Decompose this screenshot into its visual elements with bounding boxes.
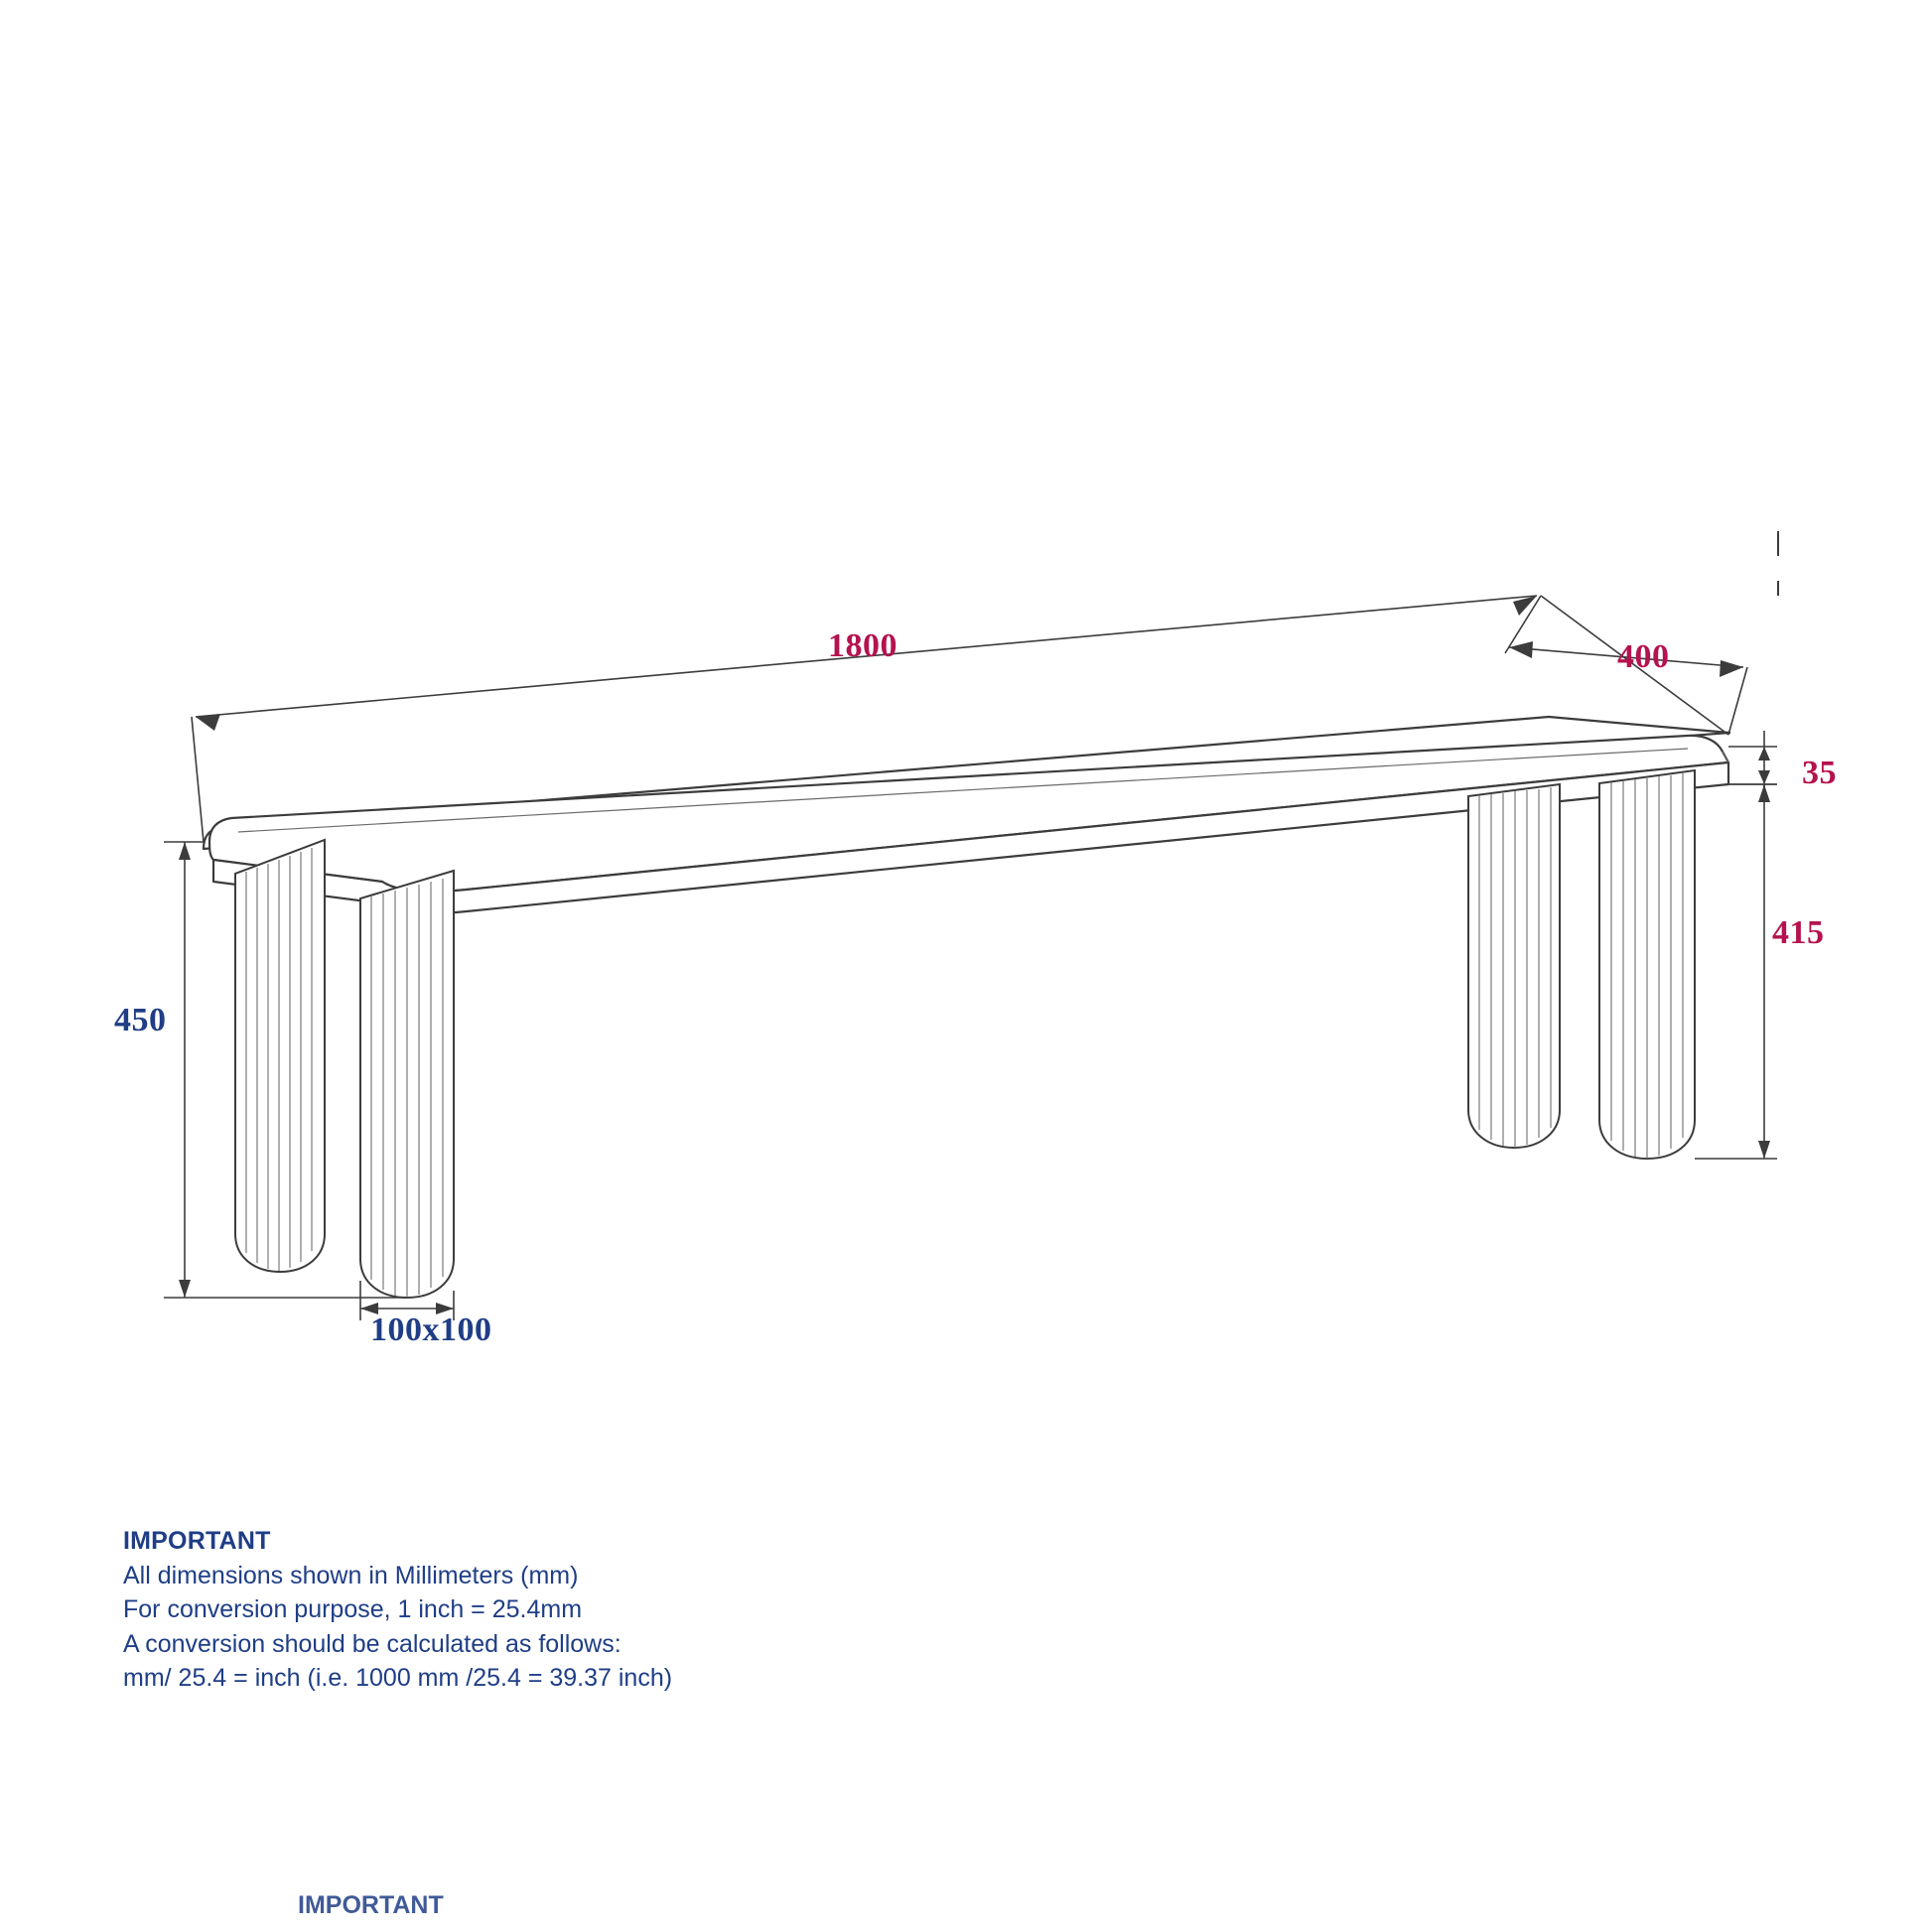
dimension-label-leg-section: 100x100 bbox=[370, 1311, 492, 1348]
notes-line-1: All dimensions shown in Millimeters (mm) bbox=[123, 1561, 579, 1589]
dimension-label-depth: 400 bbox=[1617, 638, 1670, 675]
notes-line-2: For conversion purpose, 1 inch = 25.4mm bbox=[123, 1595, 583, 1623]
dimension-label-length: 1800 bbox=[828, 627, 897, 664]
important-notes bbox=[123, 1524, 672, 1696]
notes-heading-repeat: IMPORTANT bbox=[298, 1891, 444, 1913]
leg-right-back bbox=[1468, 784, 1560, 1148]
dimension-label-thickness: 35 bbox=[1802, 755, 1837, 791]
notes-line-3: A conversion should be calculated as follows: bbox=[123, 1629, 621, 1658]
dimension-label-overall-height: 450 bbox=[114, 1002, 167, 1038]
notes-heading: IMPORTANT bbox=[123, 1527, 271, 1555]
dim-thickness-35 bbox=[1728, 731, 1777, 800]
dimension-label-leg-height: 415 bbox=[1772, 914, 1825, 951]
notes-line-4: mm/ 25.4 = inch (i.e. 1000 mm /25.4 = 39.37 inch) bbox=[123, 1664, 673, 1692]
dim-leg-height-415 bbox=[1695, 784, 1777, 1159]
